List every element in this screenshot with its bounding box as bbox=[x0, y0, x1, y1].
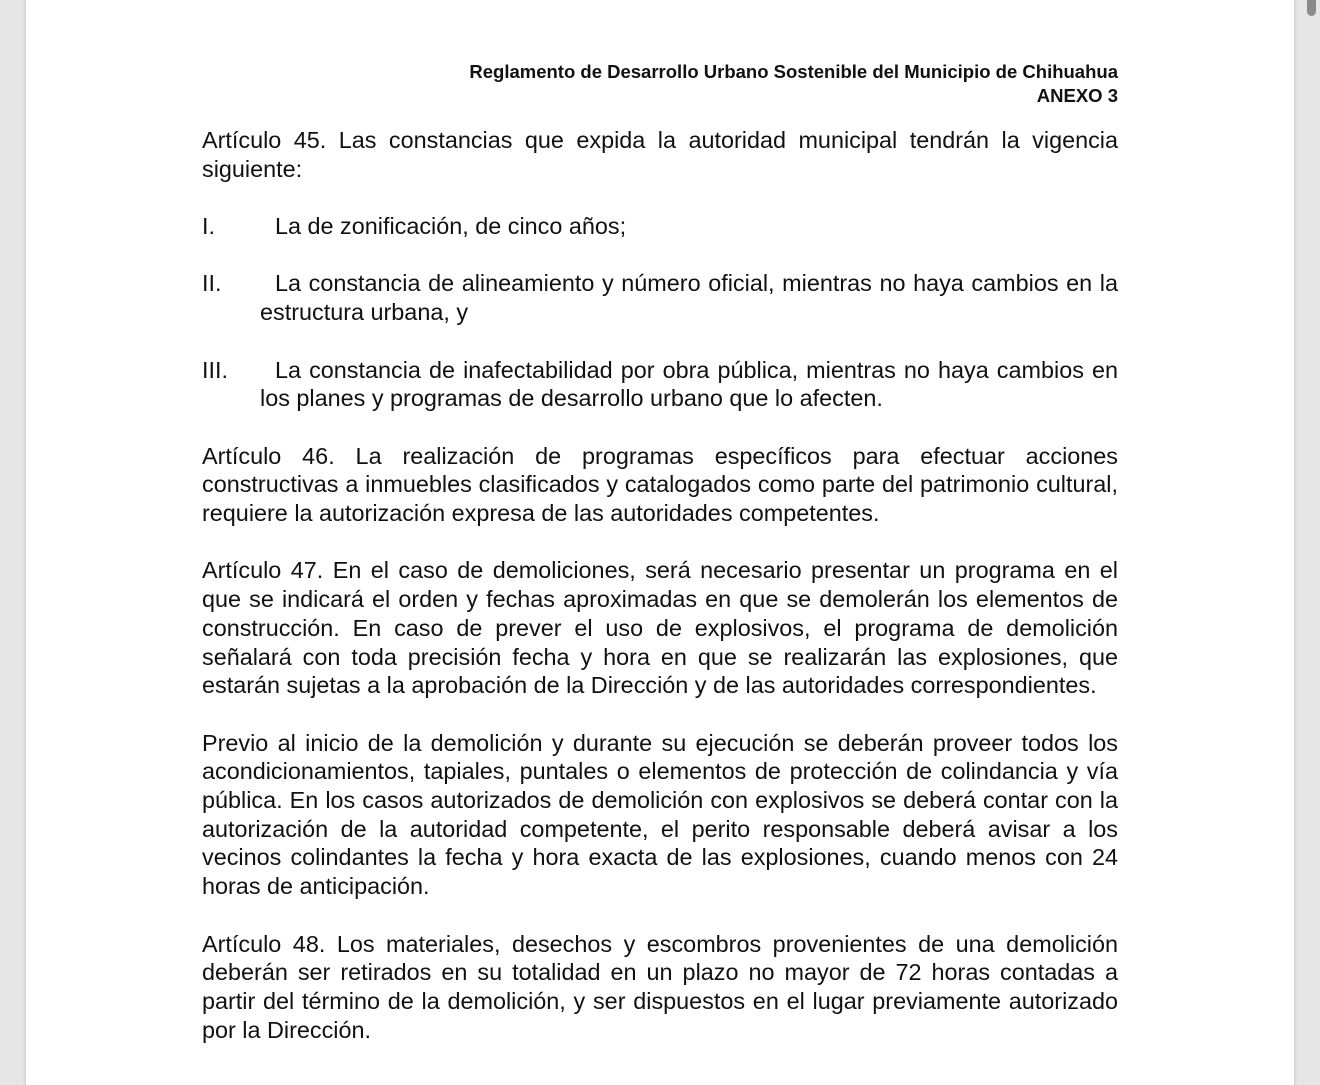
article-45-intro: Artículo 45. Las constancias que expida la autoridad municipal tendrán la vigencia siguiente: bbox=[202, 127, 1118, 182]
list-item bbox=[202, 212, 1118, 241]
list-item bbox=[202, 356, 1118, 413]
document-body bbox=[202, 126, 1118, 1044]
list-marker: I. bbox=[202, 213, 215, 240]
article-45-list bbox=[202, 212, 1118, 413]
document-title: Reglamento de Desarrollo Urbano Sostenible del Municipio de Chihuahua bbox=[469, 61, 1118, 82]
list-marker: II. bbox=[202, 270, 222, 297]
list-item bbox=[202, 269, 1118, 326]
list-item-text: La de zonificación, de cinco años; bbox=[275, 213, 627, 240]
article-48: Artículo 48. Los materiales, desechos y escombros provenientes de una demolición deberán ser retirados en su totalidad en un plazo no mayor de 72 horas contadas a partir del término de la demolición, y ser dispuestos en el lugar previamente autorizado por la Dirección. bbox=[202, 930, 1118, 1043]
article-46: Artículo 46. La realización de programas específicos para efectuar acciones constructivas a inmuebles clasificados y catalogados como parte del patrimonio cultural, requiere la autorización expresa de las autoridades competentes. bbox=[202, 442, 1118, 527]
document-header bbox=[202, 60, 1118, 108]
list-item-text: La constancia de alineamiento y número oficial, mientras no haya cambios en la estructura urbana, y bbox=[260, 270, 1118, 326]
list-marker: III. bbox=[202, 356, 228, 383]
article-47-paragraph-2: Previo al inicio de la demolición y durante su ejecución se deberán proveer todos los acondicionamientos, tapiales, puntales o elementos de protección de colindancia y vía pública. En los casos autorizados de demolición con explosivos se deberá contar con la autorización de la autoridad competente, el perito responsable deberá avisar a los vecinos colindantes la fecha y hora exacta de las explosiones, cuando menos con 24 horas de anticipación. bbox=[202, 729, 1118, 900]
scrollbar-thumb[interactable] bbox=[1307, 0, 1316, 16]
page-content bbox=[202, 60, 1118, 1073]
article-47: Artículo 47. En el caso de demoliciones, será necesario presentar un programa en el que se indicará el orden y fechas aproximadas en que se demolerán los elementos de construcción. En caso de prever el uso de explosivos, el programa de demolición señalará con toda precisión fecha y hora en que se realizarán las explosiones, que estarán sujetas a la aprobación de la Dirección y de las autoridades correspondientes. bbox=[202, 557, 1118, 699]
annex-label: ANEXO 3 bbox=[1036, 85, 1118, 106]
vertical-scrollbar[interactable] bbox=[1306, 0, 1316, 1085]
list-item-text: La constancia de inafectabilidad por obra pública, mientras no haya cambios en los planes y programas de desarrollo urbano que lo afecten. bbox=[260, 356, 1118, 412]
